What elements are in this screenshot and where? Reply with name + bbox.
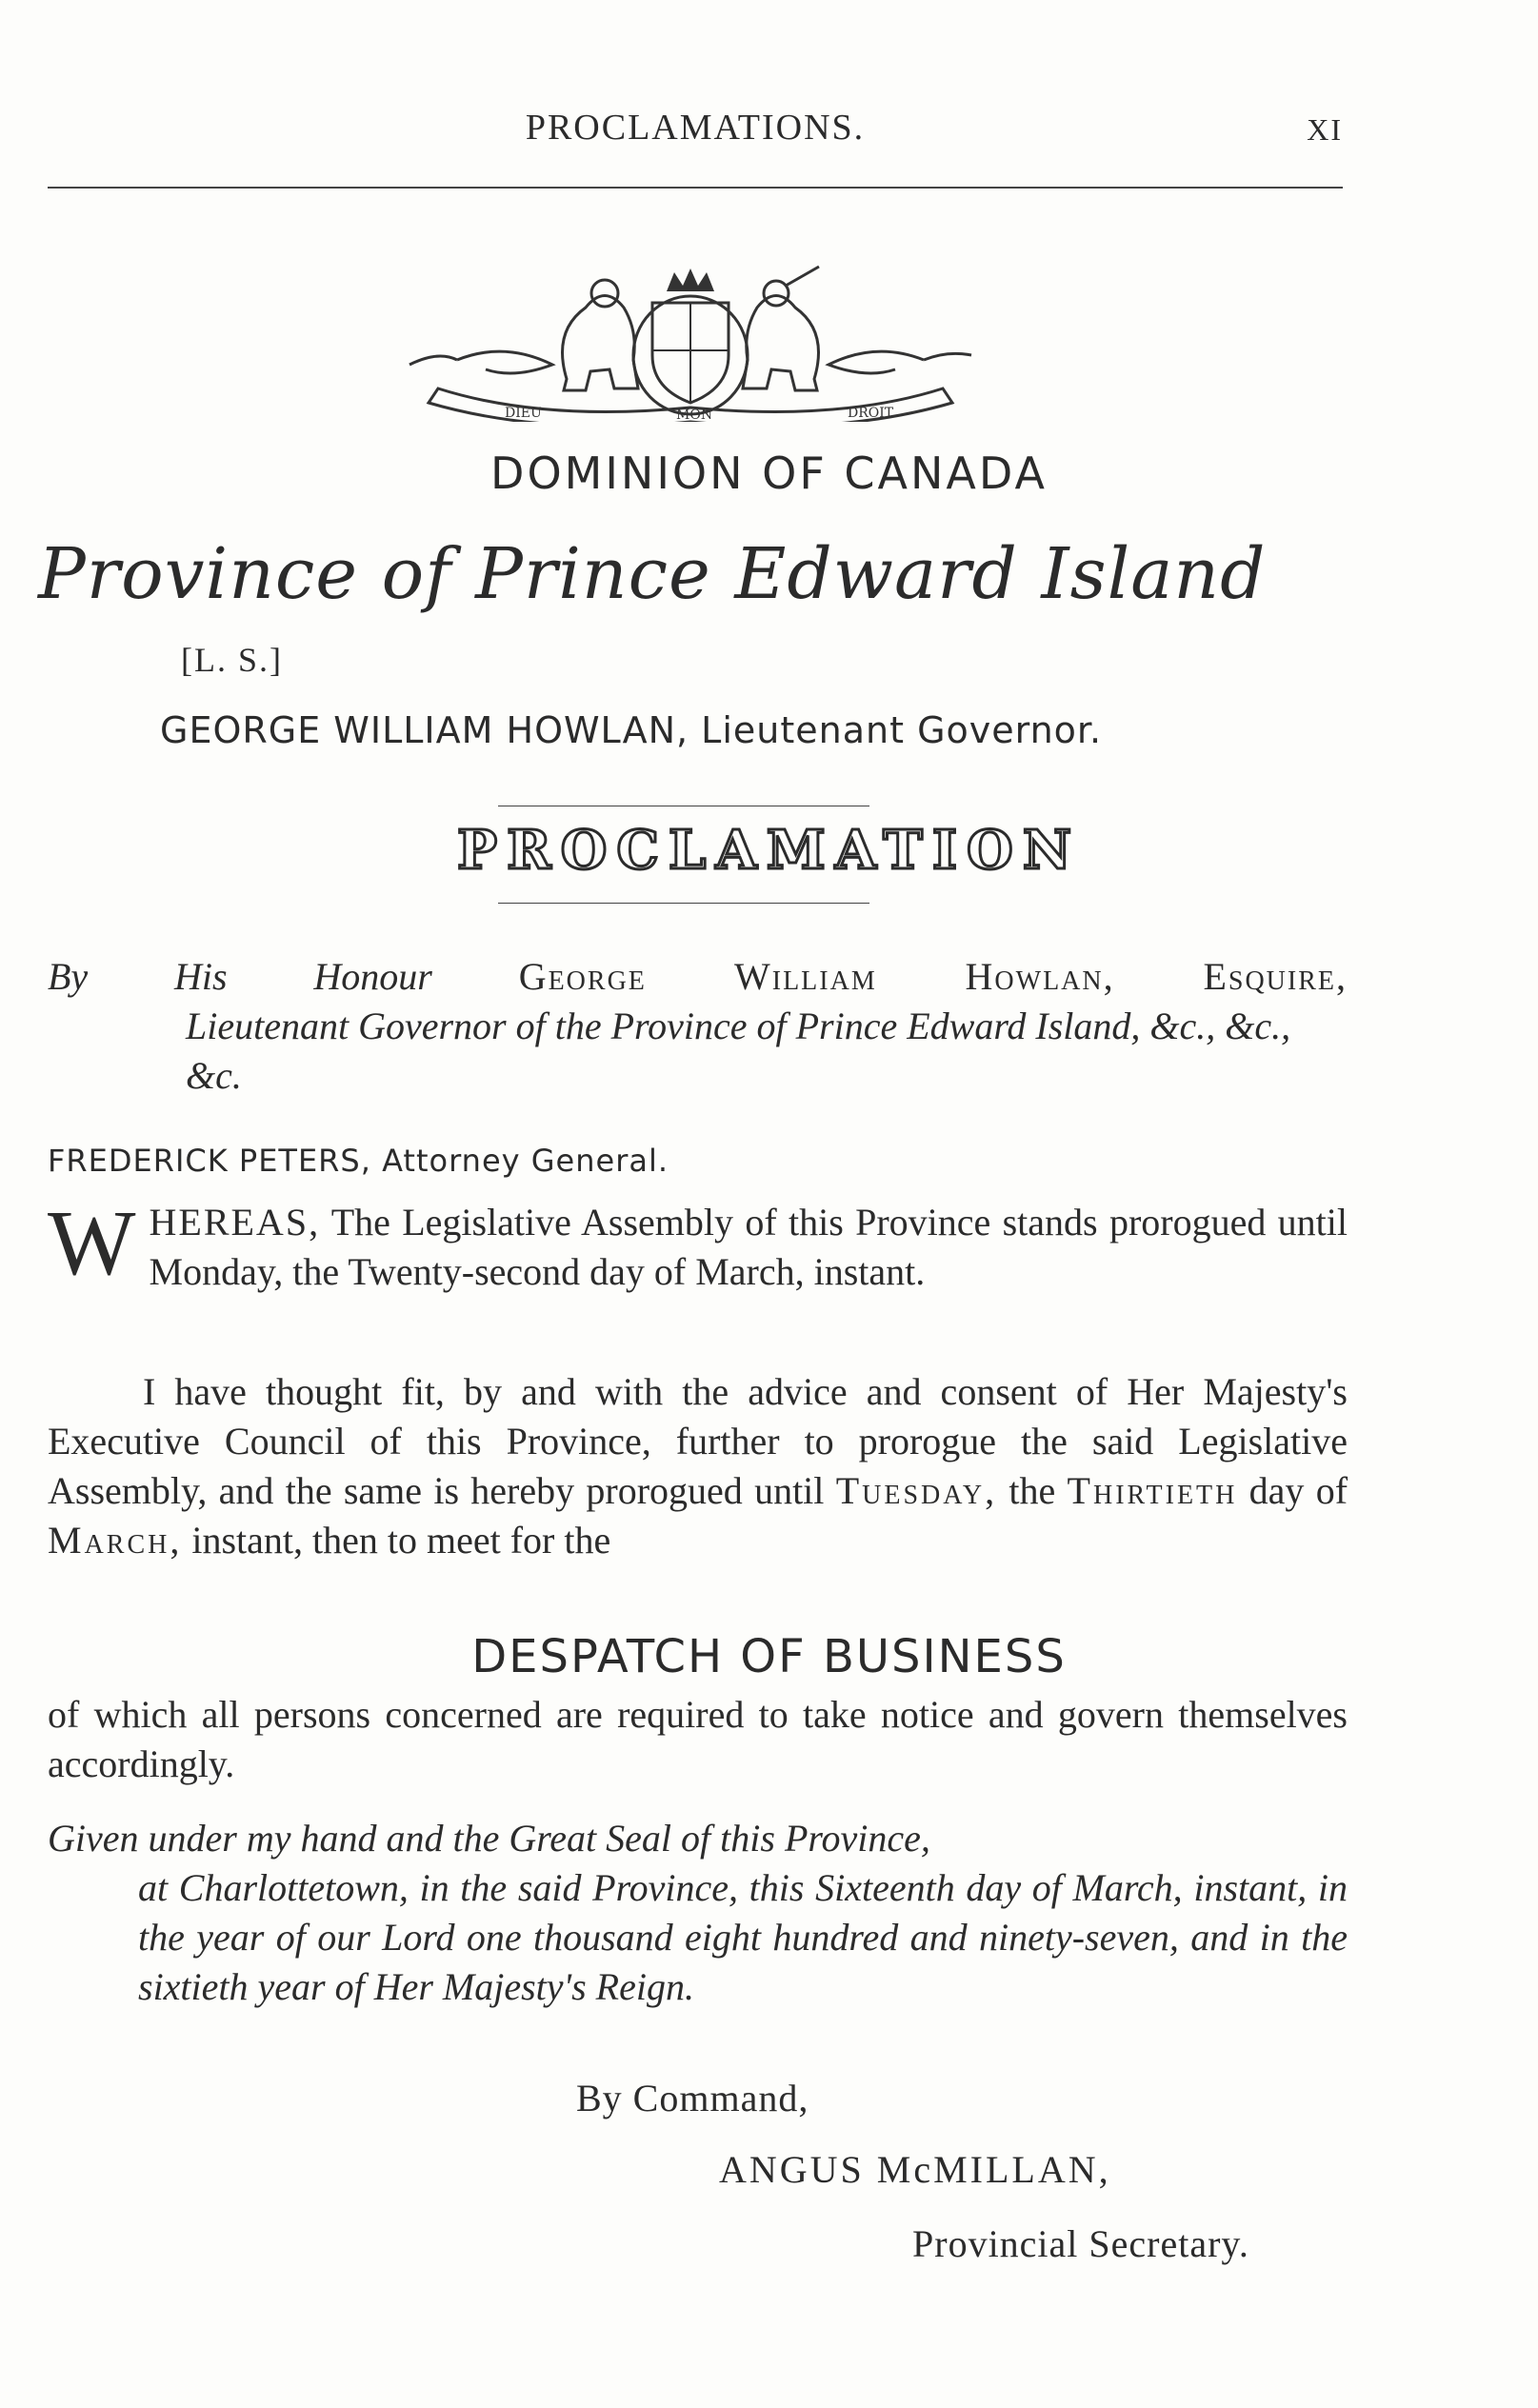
- signer-title: Provincial Secretary.: [912, 2222, 1249, 2265]
- prorogation-paragraph: [48, 1367, 1348, 1565]
- drop-cap: W: [48, 1192, 136, 1295]
- prorogation-day: Tuesday,: [835, 1469, 998, 1512]
- dominion-heading: DOMINION OF CANADA: [490, 448, 1048, 499]
- motto-center: MON: [676, 408, 713, 422]
- by-honour-block: [48, 952, 1348, 1101]
- by-honour-first-line: [48, 952, 1348, 1002]
- honour-title: Lieutenant Governor of the Province of Prince Edward Island, &c., &c., &c.: [186, 1005, 1291, 1097]
- despatch-heading: DESPATCH OF BUSINESS: [471, 1630, 1067, 1683]
- crown-icon: [667, 269, 714, 291]
- running-title: PROCLAMATIONS.: [525, 108, 866, 148]
- header-rule: [48, 187, 1343, 189]
- by-his-honour: By His Honour: [48, 955, 432, 998]
- by-command: By Command,: [576, 2077, 809, 2119]
- prorogation-date: Thirtieth: [1067, 1469, 1238, 1512]
- lion-icon: [563, 296, 639, 391]
- page-number: XI: [1307, 112, 1343, 147]
- unicorn-icon: [743, 296, 819, 391]
- given-paragraph: [48, 1814, 1348, 2012]
- prorogation-month: March,: [48, 1519, 183, 1562]
- prorogation-text-4: instant, then to meet for the: [191, 1519, 611, 1562]
- attorney-line: FREDERICK PETERS, Attorney General.: [48, 1143, 669, 1179]
- governor-line: GEORGE WILLIAM HOWLAN, Lieutenant Governor.: [160, 709, 1103, 751]
- prorogation-text-2: the: [1009, 1469, 1056, 1512]
- prorogation-text-3: day of: [1248, 1469, 1348, 1512]
- motto-right: DROIT: [848, 406, 894, 421]
- given-rest: at Charlottetown, in the said Province, this Sixteenth day of March, instant, in the year of our Lord one thousand eight hundred and ninety-seven, and in the sixtieth year of Her Majesty's Reign.: [138, 1866, 1348, 2008]
- whereas-text: The Legislative Assembly of this Province stands prorogued until Monday, the Twenty-second day of March, instant.: [149, 1201, 1348, 1293]
- province-heading: Province of Prince Edward Island: [38, 533, 1267, 615]
- proclamation-title: PROCLAMATION: [456, 819, 1082, 882]
- seal-mark: [L. S.]: [181, 641, 283, 679]
- signer-name: ANGUS McMILLAN,: [719, 2148, 1111, 2191]
- whereas-paragraph: [48, 1192, 1348, 1297]
- motto-left: DIEU: [505, 406, 542, 421]
- honour-name: George William Howlan, Esquire,: [518, 955, 1348, 998]
- given-first-line: Given under my hand and the Great Seal of this Province,: [48, 1817, 930, 1860]
- title-rule-bottom: [498, 903, 869, 904]
- prorogation-text-1: I have thought fit, by and with the advice and consent of Her Majesty's Executive Council of this Province, further to prorogue the said Legislative Assembly, and the same is hereby prorogued until: [48, 1370, 1348, 1512]
- whereas-lead: HEREAS,: [149, 1201, 321, 1244]
- royal-coat-of-arms: [400, 265, 981, 422]
- running-head: [48, 107, 1343, 164]
- notice-paragraph: of which all persons concerned are required to take notice and govern themselves accordingly.: [48, 1693, 1348, 1785]
